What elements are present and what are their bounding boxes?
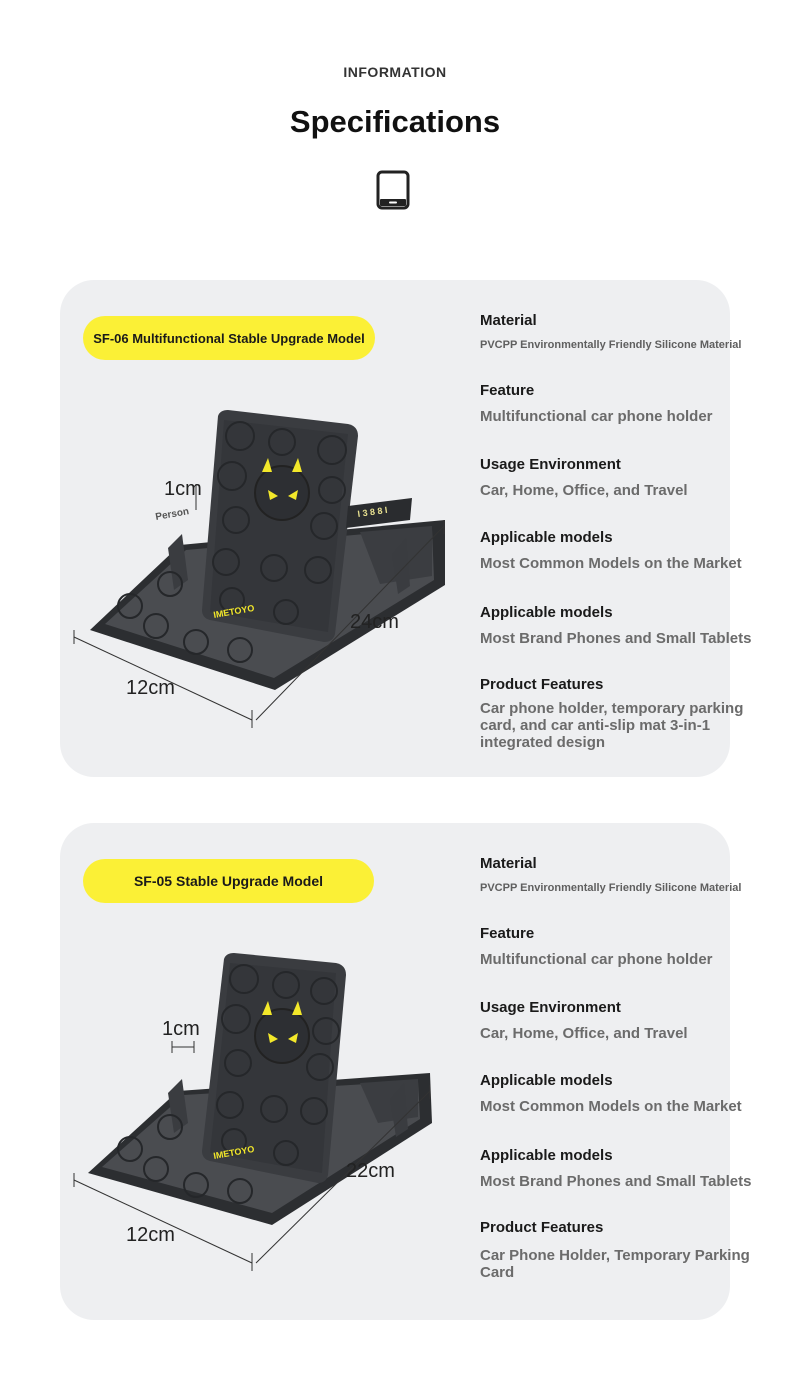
spec-item-models: [480, 529, 780, 572]
spec-value: PVCPP Environmentally Friendly Silicone Material: [480, 882, 742, 894]
spec-value: Most Common Models on the Market: [480, 1098, 742, 1115]
brand-text: IMETOYO: [212, 1143, 256, 1161]
dimension-width: 12cm: [126, 1224, 175, 1246]
page-title: Specifications: [289, 104, 501, 139]
section-eyebrow: INFORMATION: [343, 64, 447, 80]
product-image-sf06: [60, 380, 460, 750]
spec-item-models-brand: [480, 604, 780, 647]
spec-item-feature: [480, 925, 780, 968]
person-label: Person: [154, 506, 190, 523]
spec-value: Car, Home, Office, and Travel: [480, 482, 688, 499]
devil-emblem: [255, 1009, 309, 1063]
spec-item-models: [480, 1072, 780, 1115]
spec-card-sf05: [60, 823, 752, 1320]
spec-value: PVCPP Environmentally Friendly Silicone Material: [480, 339, 742, 351]
spec-label: Applicable models: [480, 604, 613, 621]
spec-card-sf06: [60, 280, 752, 777]
spec-label: Usage Environment: [480, 999, 621, 1016]
spec-label: Material: [480, 312, 537, 329]
spec-item-models-brand: [480, 1147, 780, 1190]
dimension-length: 24cm: [350, 611, 399, 633]
spec-value: Multifunctional car phone holder: [480, 951, 713, 968]
dimension-width: 12cm: [126, 677, 175, 699]
spec-item-feature: [480, 382, 780, 425]
spec-label: Feature: [480, 382, 535, 399]
dimension-thickness: 1cm: [164, 478, 202, 500]
spec-label: Product Features: [480, 1219, 604, 1236]
spec-value: Car phone holder, temporary parking card, and car anti-slip mat 3-in-1 integrated design: [480, 700, 744, 751]
spec-value: Multifunctional car phone holder: [480, 408, 713, 425]
devil-emblem: [255, 466, 309, 520]
spec-item-product-features: [480, 676, 780, 751]
spec-label: Applicable models: [480, 1072, 613, 1089]
product-image-sf05: [60, 923, 460, 1293]
spec-item-material: [480, 312, 780, 354]
spec-label: Applicable models: [480, 1147, 613, 1164]
dimension-length: 22cm: [346, 1160, 395, 1182]
spec-label: Feature: [480, 925, 535, 942]
dimension-thickness: 1cm: [162, 1018, 200, 1040]
tablet-icon: [376, 170, 410, 210]
spec-item-product-features: [480, 1219, 780, 1281]
model-label-badge: SF-06 Multifunctional Stable Upgrade Model: [83, 316, 375, 360]
spec-value: Car Phone Holder, Temporary Parking Card: [480, 1247, 750, 1281]
spec-item-usage: [480, 456, 780, 499]
spec-value: Most Brand Phones and Small Tablets: [480, 630, 752, 647]
spec-value: Car, Home, Office, and Travel: [480, 1025, 688, 1042]
spec-value: Most Brand Phones and Small Tablets: [480, 1173, 752, 1190]
spec-value: Most Common Models on the Market: [480, 555, 742, 572]
spec-label: Material: [480, 855, 537, 872]
spec-label: Applicable models: [480, 529, 613, 546]
model-label-badge: SF-05 Stable Upgrade Model: [83, 859, 374, 903]
spec-item-material: [480, 855, 780, 897]
brand-text: IMETOYO: [212, 602, 256, 620]
spec-label: Usage Environment: [480, 456, 621, 473]
spec-label: Product Features: [480, 676, 604, 693]
spec-item-usage: [480, 999, 780, 1042]
svg-text:I 3 8 8 I: I 3 8 8 I: [356, 504, 389, 519]
